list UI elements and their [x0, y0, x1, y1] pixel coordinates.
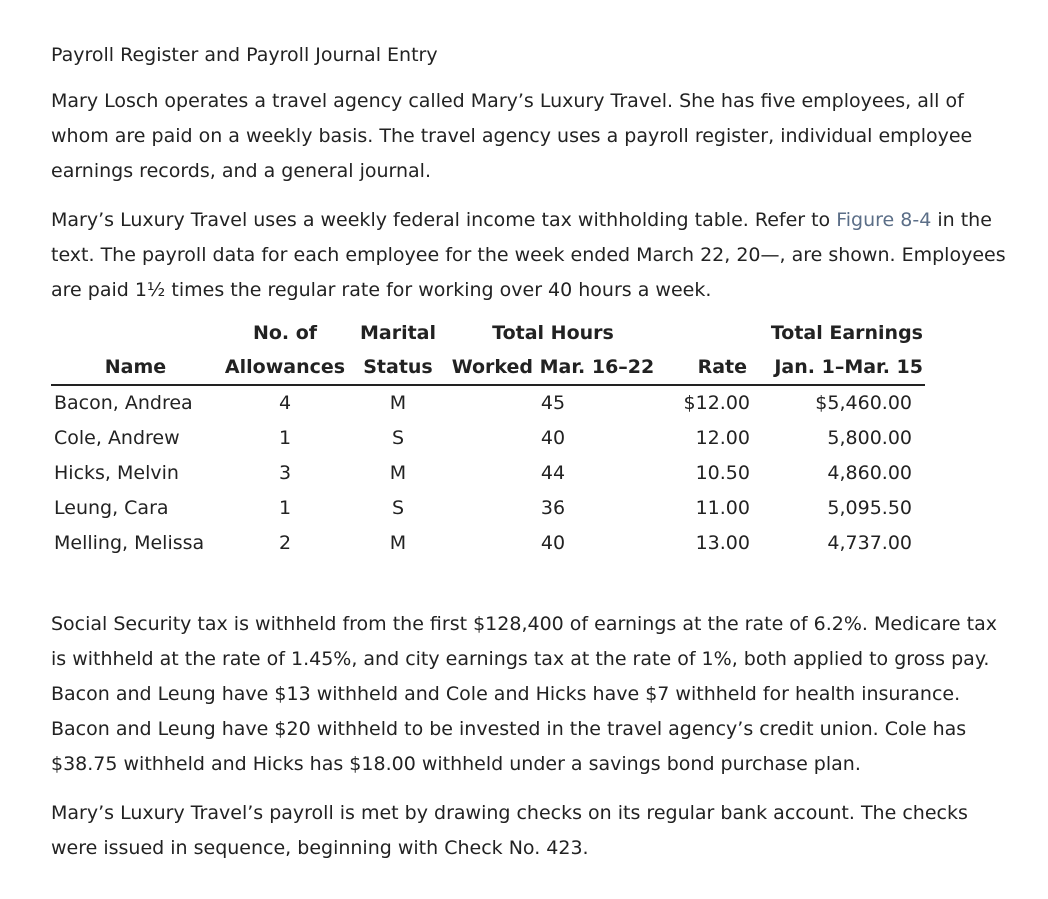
- allowances: 1: [278, 427, 292, 449]
- deductions-paragraph: [51, 607, 1048, 782]
- total-earnings: 5,800.00: [827, 427, 912, 449]
- marital-status: S: [391, 427, 405, 449]
- table-header-row: [51, 316, 925, 350]
- pay-rate: $12.00: [683, 392, 750, 414]
- intro-line: whom are paid on a weekly basis. The travel agency uses a payroll register, individual employee: [51, 125, 973, 147]
- hours-worked: 40: [540, 532, 566, 554]
- column-header-allowances: Allowances: [217, 350, 353, 385]
- withholding-line-start: Mary’s Luxury Travel uses a weekly federal income tax withholding table. Refer to: [51, 209, 837, 231]
- checks-line: were issued in sequence, beginning with Check No. 423.: [51, 837, 589, 859]
- table-row: [51, 456, 925, 491]
- allowances: 3: [278, 462, 292, 484]
- employee-name: Bacon, Andrea: [54, 392, 193, 414]
- hours-worked: 36: [540, 497, 566, 519]
- column-header-name: Name: [51, 350, 217, 385]
- checks-line: Mary’s Luxury Travel’s payroll is met by drawing checks on its regular bank account. The checks: [51, 802, 968, 824]
- column-header: Marital: [359, 322, 437, 344]
- hours-worked: 45: [540, 392, 566, 414]
- total-earnings: $5,460.00: [815, 392, 912, 414]
- marital-status: S: [391, 497, 405, 519]
- table-row: [51, 421, 925, 456]
- pay-rate: 10.50: [695, 462, 750, 484]
- pay-rate: 13.00: [695, 532, 750, 554]
- column-header-earnings: Jan. 1–Mar. 15: [755, 350, 925, 385]
- employee-name: Leung, Cara: [54, 497, 169, 519]
- allowances: 2: [278, 532, 292, 554]
- table-row: [51, 385, 925, 421]
- hours-worked: 44: [540, 462, 566, 484]
- hours-worked: 40: [540, 427, 566, 449]
- employee-name: Hicks, Melvin: [54, 462, 179, 484]
- withholding-line: are paid 1½ times the regular rate for working over 40 hours a week.: [51, 279, 712, 301]
- document: [51, 40, 1048, 866]
- figure-8-4-link[interactable]: Figure 8-4: [836, 209, 932, 231]
- marital-status: M: [389, 532, 407, 554]
- total-earnings: 4,860.00: [827, 462, 912, 484]
- withholding-paragraph: [51, 203, 1048, 308]
- marital-status: M: [389, 392, 407, 414]
- payroll-data-table: [51, 316, 925, 561]
- checks-paragraph: [51, 796, 1048, 866]
- allowances: 4: [278, 392, 292, 414]
- deductions-line: Social Security tax is withheld from the first $128,400 of earnings at the rate of 6.2%. Medicare tax: [51, 613, 997, 635]
- column-header: Total Hours: [492, 322, 614, 344]
- total-earnings: 4,737.00: [827, 532, 912, 554]
- intro-line: Mary Losch operates a travel agency called Mary’s Luxury Travel. She has five employees, all of: [51, 90, 964, 112]
- intro-paragraph: [51, 84, 1048, 189]
- deductions-line: is withheld at the rate of 1.45%, and city earnings tax at the rate of 1%, both applied to gross pay.: [51, 648, 990, 670]
- column-header-rate: Rate: [663, 350, 755, 385]
- allowances: 1: [278, 497, 292, 519]
- deductions-line: $38.75 withheld and Hicks has $18.00 withheld under a savings bond purchase plan.: [51, 753, 861, 775]
- column-header: [663, 316, 755, 350]
- page-title: Payroll Register and Payroll Journal Entry: [51, 44, 438, 66]
- withholding-line-end: in the: [931, 209, 992, 231]
- pay-rate: 12.00: [695, 427, 750, 449]
- marital-status: M: [389, 462, 407, 484]
- employee-name: Melling, Melissa: [54, 532, 205, 554]
- column-header: [51, 316, 217, 350]
- table-row: [51, 526, 925, 561]
- column-header-hours: Worked Mar. 16–22: [443, 350, 663, 385]
- table-header-row: [51, 350, 925, 385]
- column-header: No. of: [252, 322, 318, 344]
- deductions-line: Bacon and Leung have $20 withheld to be invested in the travel agency’s credit union. Cole has: [51, 718, 967, 740]
- column-header: Total Earnings: [770, 322, 923, 344]
- withholding-line: text. The payroll data for each employee for the week ended March 22, 20—, are shown. Employees: [51, 244, 1006, 266]
- deductions-line: Bacon and Leung have $13 withheld and Cole and Hicks have $7 withheld for health insurance.: [51, 683, 961, 705]
- table-row: [51, 491, 925, 526]
- pay-rate: 11.00: [695, 497, 750, 519]
- intro-line: earnings records, and a general journal.: [51, 160, 431, 182]
- column-header-status: Status: [353, 350, 443, 385]
- total-earnings: 5,095.50: [827, 497, 912, 519]
- employee-name: Cole, Andrew: [54, 427, 180, 449]
